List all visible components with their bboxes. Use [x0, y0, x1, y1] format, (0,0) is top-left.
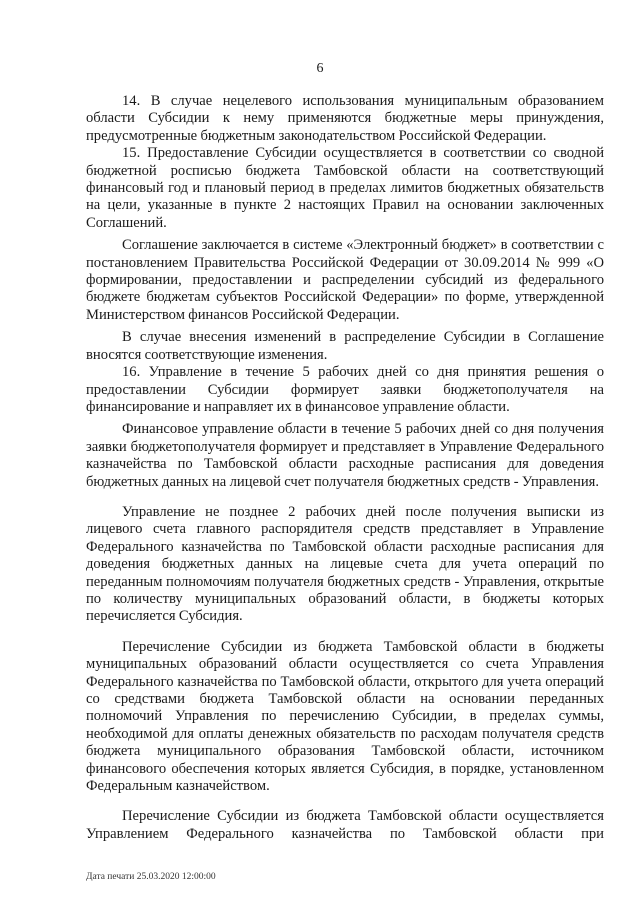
paragraph-agreement: Соглашение заключается в системе «Электронный бюджет» в соответствии с постановлением Правительства Российской Федерации от 30.09.2014 № 999 «О формировании, предоставлении и распределении субсидий из федерального бюджете бюджетам субъектов Российской Федерации» по форме, утвержденной Министерством финансов Российской Федерации. — [86, 237, 604, 323]
paragraph-finance-department: Финансовое управление области в течение 5 рабочих дней со дня получения заявки бюджетополучателя формирует и представляет в Управление Федерального казначейства по Тамбовской области расходные расписания для доведения бюджетных данных на лицевой счет получателя бюджетных средств - Управления. — [86, 421, 604, 490]
paragraph-department-deadline: Управление не позднее 2 рабочих дней после получения выписки из лицевого счета главного распорядителя средств представляет в Управление Федерального казначейства по Тамбовской области расходные расписания для доведения бюджетных данных на лицевые счета для учета операций по переданным полномочиям получателя бюджетных средств - Управления, открытые по количеству муниципальных образований области, в бюджеты которых перечисляется Субсидия. — [86, 503, 604, 625]
paragraph-agreement-changes: В случае внесения изменений в распределение Субсидии в Соглашение вносятся соответствующие изменения. — [86, 329, 604, 363]
paragraph-subsidy-transfer: Перечисление Субсидии из бюджета Тамбовской области в бюджеты муниципальных образований области осуществляется со счета Управления Федерального казначейства по Тамбовской области, открытого для учета операций со средствами бюджета Тамбовской области на основании переданных полномочий Управления по перечислению Субсидии, в пределах суммы, необходимой для оплаты денежных обязательств по расходам получателя средств бюджета муниципального образования Тамбовской области, источником финансового обеспечения которых является Субсидия, в порядке, установленном Федеральным казначейством. — [86, 638, 604, 795]
paragraph-16: 16. Управление в течение 5 рабочих дней со дня принятия решения о предоставлении Субсидии формирует заявки бюджетополучателя на финансирование и направляет их в финансовое управление области. — [86, 364, 604, 415]
paragraph-subsidy-transfer-continued: Перечисление Субсидии из бюджета Тамбовской области осуществляется Управлением Федерального казначейства по Тамбовской области при — [86, 808, 604, 842]
page-number: 6 — [316, 61, 324, 76]
paragraph-15: 15. Предоставление Субсидии осуществляется в соответствии со сводной бюджетной росписью бюджета Тамбовской области на соответствующий финансовый год и плановый период в пределах лимитов бюджетных обязательств на цели, указанные в пункте 2 настоящих Правил на основании заключенных Соглашений. — [86, 145, 604, 231]
paragraph-14: 14. В случае нецелевого использования муниципальным образованием области Субсидии к нему применяются бюджетные меры принуждения, предусмотренные бюджетным законодательством Российской Федерации. — [86, 93, 604, 144]
document-body — [86, 93, 604, 843]
print-date-footer: Дата печати 25.03.2020 12:00:00 — [86, 872, 216, 882]
